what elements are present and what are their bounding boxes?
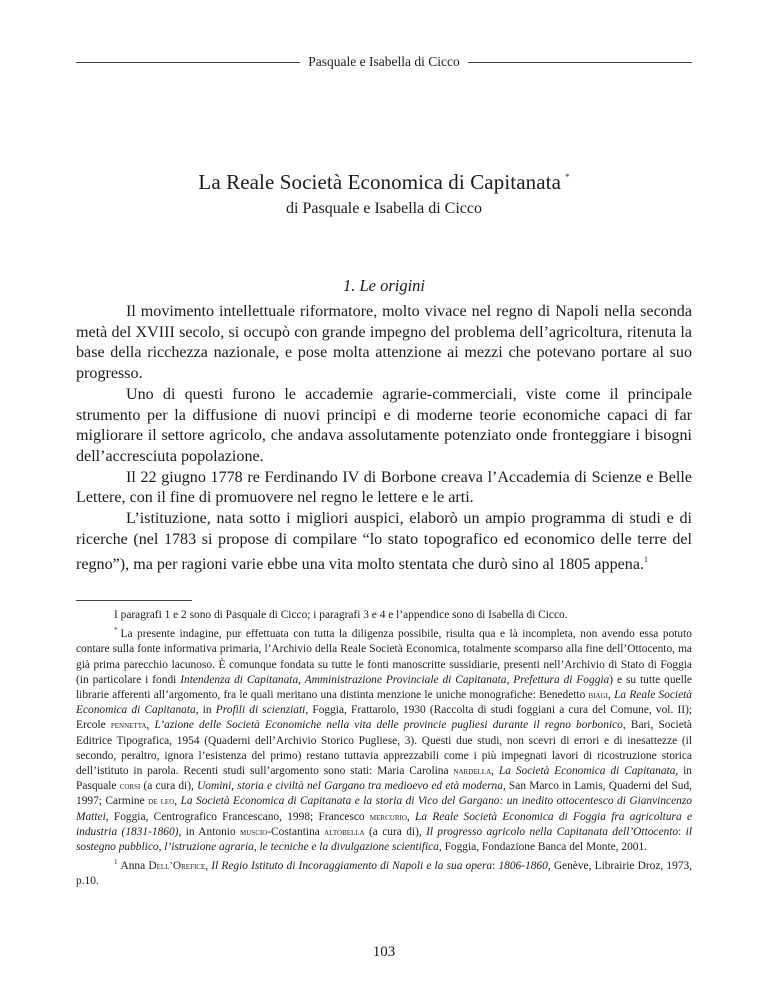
footnote-author: nardella: [453, 766, 492, 778]
footnote-italic: Intendenza di Capitanata, Amministrazione Provinciale di Capitanata, Prefettura di Foggia: [180, 673, 610, 686]
article-title-text: La Reale Società Economica di Capitanata: [198, 170, 561, 194]
footnote-text: Anna D: [120, 860, 157, 873]
footnote-text: , Foggia, Frattarolo, 1930 (Raccolta di studi foggiani a cura del Comune, vol. II); Ercole: [76, 704, 693, 732]
article-title: [0, 170, 768, 195]
footnote-star: [76, 623, 692, 855]
footnote-text: Genève, Librairie Droz, 1973, p.10.: [76, 860, 693, 888]
header-rule-left: [76, 62, 300, 63]
footnote-text: , Foggia, Fondazione Banca del Monte, 2001.: [438, 841, 648, 854]
footnote-text: :: [678, 825, 686, 838]
footnote-text: , in: [195, 704, 216, 717]
footnote-text: ) e su tutte quelle librarie afferenti all’argomento, fra le quali meritano una distinta menzione le uniche monografiche: Benedetto: [76, 673, 692, 702]
paragraph: Uno di questi furono le accademie agrarie-commerciali, viste come il principale strumento per la diffusione di nuovi principi e di moderne teorie economiche capaci di far migliorare il settore agricolo, che andava assolutamente potenziato onde fronteggiare i bisogni dell’accresciuta popolazione.: [76, 385, 692, 465]
footnote-text: ,: [174, 795, 181, 808]
footnote-text: , San Marco in Lamis, Quaderni del Sud, 1997; Carmine: [76, 780, 692, 808]
footnote-intro: I paragrafi 1 e 2 sono di Pasquale di Cicco; i paragrafi 3 e 4 e l’appendice sono di Isabella di Cicco.: [114, 609, 568, 621]
footnote-text: , Bari, Società Editrice Tipografica, 1954 (Quaderni dell’Archivio Storico Pugliese, 3). Questi due studi, non scevri di errori e di inesattezze (il secondo, peraltro, ignora l’esistenza del primo) restano tuttavia apprezzabili come i più impegnati lavori di ricostruzione storica dell’istituto in parola. Recenti studi sull’argomento sono stati: Maria Carolina: [76, 719, 692, 778]
header-rule-right: [468, 62, 692, 63]
footnote-text: , Foggia, Centrografico Francescano, 1998; Francesco: [105, 810, 370, 823]
footnotes: [76, 608, 692, 890]
footnote-author: mercurio: [369, 811, 407, 823]
footnote-text: ,: [607, 689, 615, 702]
footnote-author: refice: [181, 861, 206, 873]
footnote-italic: La Società Economica di Capitanata e la storia di Vico del Gargano: un inedito ottocentesco di Gianvincenzo Mattei: [76, 795, 692, 823]
footnote-text: (a cura di),: [364, 825, 427, 838]
running-header: [76, 52, 692, 72]
footnote-italic: La Reale Società Economica di Foggia fra agricoltura e industria (1831-1860): [76, 810, 693, 838]
paragraph-text: L’istituzione, nata sotto i migliori auspici, elaborò un ampio programma di studi e di ricerche (nel 1783 si propose di compilare “lo stato topografico ed economico delle terre del regno”), ma per ragioni varie ebbe una vita molto stentata che durò sino al 1805 appena.: [76, 510, 692, 574]
footnote-1: [76, 855, 692, 889]
footnote-marker: *: [114, 626, 118, 635]
section-heading: 1. Le origini: [342, 276, 426, 295]
page-number: 103: [372, 944, 396, 960]
footnote-italic: 1806-1860,: [498, 860, 551, 873]
footnote-author: pennetta: [110, 720, 147, 732]
footnote-author: ell’: [156, 861, 173, 873]
article-authors: di Pasquale e Isabella di Cicco: [286, 200, 482, 217]
paragraph: Il movimento intellettuale riformatore, molto vivace nel regno di Napoli nella seconda metà del XVIII secolo, si occupò con grande impegno del problema dell’agricoltura, ritenuta la base della ricchezza nazionale, e pose molta attenzione ai mezzi che potevano portare al suo progresso.: [76, 303, 692, 383]
running-title: Pasquale e Isabella di Cicco: [308, 54, 460, 69]
footnote-italic: Il Regio Istituto di Incoraggiamento di Napoli e la sua opera: [211, 860, 493, 873]
title-note-marker[interactable]: *: [565, 172, 570, 182]
footnote-italic: Il progresso agricolo nella Capitanata dell’Ottocento: [426, 825, 679, 838]
footnote-author: biagi: [588, 690, 608, 702]
footnote-author: de leo: [148, 796, 175, 808]
footnote-text: :: [492, 860, 499, 873]
footnote-text: , in Pasquale: [76, 765, 692, 793]
footnote-text: O: [172, 860, 182, 873]
footnote-italic: La Reale Società Economica di Capitanata: [76, 689, 693, 717]
footnote-text: -Costantina: [267, 825, 325, 838]
footnote-italic: L’azione delle Società Economiche nella vita delle provincie pugliesi durante il regno borbonico: [154, 719, 623, 732]
footnote-italic: Uomini, storia e civiltà nel Gargano tra medioevo ed età moderna: [197, 780, 503, 793]
footnote-italic: il sostegno pubblico, l’istruzione agraria, le tecniche e la divulgazione scientifica: [76, 825, 692, 854]
footnote-author: corsi: [119, 781, 141, 793]
footnote-text: La presente indagine, pur effettuata con tutta la diligenza possibile, risulta qua e là incompleta, non avendo essa potuto contare sulla fonte informativa primaria, l’Archivio della Reale Società Economica, totalmente scomparso alla fine dell’Ottocento, ma già prima parecchio lacunoso. È comunque fondata su tutte le fonti manoscritte sussidiarie, presenti nell’Archivio di Stato di Foggia (in particolare i fondi: [76, 628, 692, 686]
footnote-marker: 1: [114, 858, 118, 867]
footnote-text: , in Antonio: [178, 825, 241, 838]
footnote-text: ,: [406, 810, 416, 823]
footnote-rule: [76, 600, 192, 601]
body-text: [76, 302, 692, 576]
footnote-text: (a cura di),: [140, 780, 198, 793]
paragraph: [76, 509, 692, 576]
footnote-text: ,: [491, 765, 499, 778]
footnote-author: muscio: [240, 826, 268, 838]
footnote-ref-1[interactable]: 1: [644, 555, 648, 565]
footnote-author: altobella: [324, 826, 365, 838]
footnote-italic: La Società Economica di Capitanata: [498, 765, 676, 778]
paragraph: Il 22 giugno 1778 re Ferdinando IV di Borbone creava l’Accademia di Scienze e Belle Lettere, con il fine di promuovere nel regno le lettere e le arti.: [76, 468, 692, 507]
footnote-italic: Profili di scienziati: [215, 704, 306, 717]
footnote-text: ,: [146, 719, 155, 732]
footnote-text: ,: [205, 860, 212, 873]
